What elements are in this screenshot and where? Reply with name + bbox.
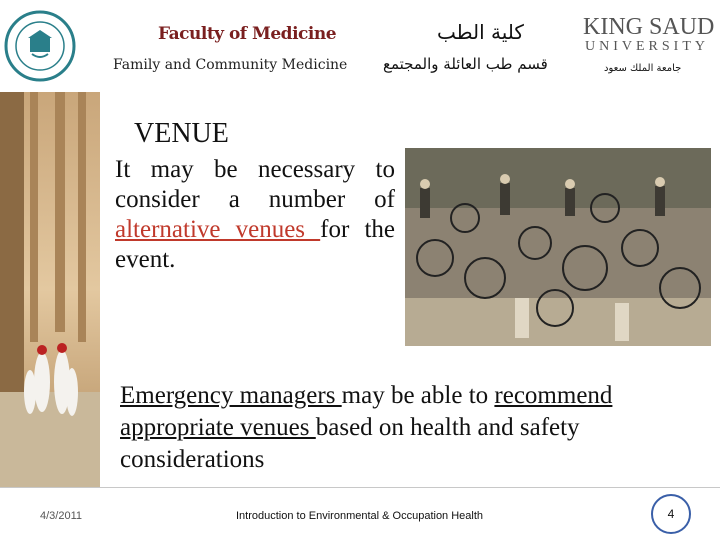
campus-photo-strip (0, 92, 100, 487)
logo-text-line1: KING SAUD (583, 14, 715, 40)
footer-date: 4/3/2011 (40, 510, 83, 522)
paragraph-venue (115, 155, 395, 275)
faculty-title-ar: كلية الطب (437, 20, 524, 44)
cyclists-crowd-photo (405, 148, 711, 346)
para1-prefix: It may be necessary to consider a number of (115, 156, 395, 213)
paragraph-emergency-managers (120, 380, 680, 476)
para2-suffix: based on health and safety considerations (120, 414, 580, 473)
footer-divider (0, 487, 720, 488)
university-name-ar: جامعة الملك سعود (604, 63, 682, 74)
footer-title: Introduction to Environmental & Occupation Health (236, 510, 484, 522)
slide-header (0, 0, 720, 92)
slide-title: VENUE (134, 118, 229, 149)
alternative-venues-link[interactable]: alternative venues (115, 216, 321, 243)
recommend-venues-link[interactable]: recommend appropriate venues (120, 382, 613, 441)
page-number-badge (651, 494, 691, 534)
department-title-ar: قسم طب العائلة والمجتمع (383, 55, 548, 73)
emergency-managers-link[interactable]: Emergency managers (120, 382, 342, 409)
page-number: 4 (667, 507, 675, 521)
logo-text-line2: UNIVERSITY (585, 39, 709, 54)
para1-suffix: for the event. (115, 216, 395, 273)
university-seal-icon (2, 2, 80, 92)
department-title-en: Family and Community Medicine (113, 57, 348, 73)
faculty-title-en: Faculty of Medicine (158, 24, 337, 44)
king-saud-university-logo (580, 10, 715, 54)
para2-mid: may be able to (341, 382, 495, 409)
